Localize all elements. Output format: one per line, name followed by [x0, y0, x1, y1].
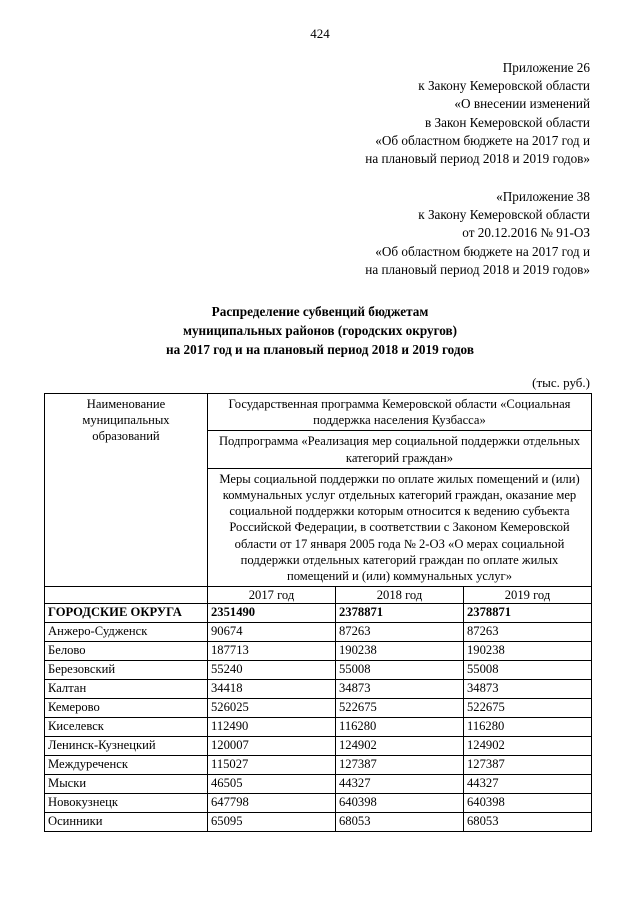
value-2018-cell: 44327	[336, 775, 464, 794]
annex-original-line: «Об областном бюджете на 2017 год и	[375, 243, 590, 259]
value-2018-cell: 190238	[336, 642, 464, 661]
value-2019-cell: 87263	[464, 623, 592, 642]
table-row-total	[45, 604, 592, 623]
table-row	[45, 623, 592, 642]
value-2019-cell: 116280	[464, 718, 592, 737]
table-row	[45, 737, 592, 756]
table-row	[45, 718, 592, 737]
annex-current-line: в Закон Кемеровской области	[425, 114, 590, 130]
municipality-cell: Новокузнецк	[45, 794, 208, 813]
value-2018-cell: 522675	[336, 699, 464, 718]
table-row	[45, 756, 592, 775]
value-2017-cell: 647798	[208, 794, 336, 813]
annex-current-line: «О внесении изменений	[454, 96, 590, 112]
year-header-empty	[45, 587, 208, 604]
municipality-cell: Мыски	[45, 775, 208, 794]
value-2019-cell: 190238	[464, 642, 592, 661]
title-line: Распределение субвенций бюджетам	[211, 304, 429, 319]
value-2017-cell: 65095	[208, 813, 336, 832]
year-header-row	[45, 587, 592, 604]
table-body	[45, 604, 592, 832]
annex-current-line: на плановый период 2018 и 2019 годов»	[365, 151, 590, 167]
value-2019-cell: 68053	[464, 813, 592, 832]
municipality-cell: ГОРОДСКИЕ ОКРУГА	[45, 604, 208, 623]
municipality-cell: Кемерово	[45, 699, 208, 718]
annex-current-line: «Об областном бюджете на 2017 год и	[375, 132, 590, 148]
value-2019-cell: 522675	[464, 699, 592, 718]
subvention-table	[44, 393, 592, 832]
value-2017-cell: 2351490	[208, 604, 336, 623]
subprogram-header: Подпрограмма «Реализация мер социальной поддержки отдельных категорий граждан»	[208, 431, 592, 468]
value-2017-cell: 55240	[208, 661, 336, 680]
measure-header: Меры социальной поддержки по оплате жилых помещений и (или) коммунальных услуг отдельных категорий граждан, оказание мер социальной поддержки которым относится к ведению субъекта Российской Федерации, в соответствии с Законом Кемеровской области от 17 января 2005 года № 2-ОЗ «О мерах социальной поддержки отдельных категорий граждан по оплате жилых помещений и (или) коммунальных услуг»	[208, 468, 592, 586]
value-2017-cell: 90674	[208, 623, 336, 642]
value-2017-cell: 187713	[208, 642, 336, 661]
value-2018-cell: 87263	[336, 623, 464, 642]
name-column-header: Наименование муниципальных образований	[45, 394, 208, 587]
table-row	[45, 775, 592, 794]
value-2017-cell: 34418	[208, 680, 336, 699]
municipality-cell: Осинники	[45, 813, 208, 832]
value-2018-cell: 55008	[336, 661, 464, 680]
value-2018-cell: 34873	[336, 680, 464, 699]
value-2018-cell: 640398	[336, 794, 464, 813]
year-header-2017: 2017 год	[208, 587, 336, 604]
annex-original-line: «Приложение 38	[496, 189, 590, 204]
value-2019-cell: 44327	[464, 775, 592, 794]
value-2019-cell: 124902	[464, 737, 592, 756]
program-header: Государственная программа Кемеровской области «Социальная поддержка населения Кузбасса»	[208, 394, 592, 431]
value-2017-cell: 112490	[208, 718, 336, 737]
table-row	[45, 794, 592, 813]
value-2017-cell: 46505	[208, 775, 336, 794]
municipality-cell: Киселевск	[45, 718, 208, 737]
table-row	[45, 661, 592, 680]
annex-original-line: от 20.12.2016 № 91-ОЗ	[462, 225, 590, 241]
annex-current-line: к Закону Кемеровской области	[418, 78, 590, 94]
value-2018-cell: 68053	[336, 813, 464, 832]
unit-note: (тыс. руб.)	[532, 375, 590, 390]
municipality-cell: Березовский	[45, 661, 208, 680]
value-2018-cell: 127387	[336, 756, 464, 775]
table-row	[45, 699, 592, 718]
value-2019-cell: 34873	[464, 680, 592, 699]
value-2019-cell: 2378871	[464, 604, 592, 623]
year-header-2018: 2018 год	[336, 587, 464, 604]
year-header-2019: 2019 год	[464, 587, 592, 604]
municipality-cell: Междуреченск	[45, 756, 208, 775]
document-title	[0, 302, 640, 359]
annex-current-reference	[365, 59, 590, 168]
value-2019-cell: 127387	[464, 756, 592, 775]
table-row	[45, 642, 592, 661]
annex-original-line: на плановый период 2018 и 2019 годов»	[365, 261, 590, 277]
municipality-cell: Калтан	[45, 680, 208, 699]
page-number: 424	[310, 26, 330, 41]
title-line: на 2017 год и на плановый период 2018 и 2019 годов	[166, 342, 474, 357]
value-2017-cell: 526025	[208, 699, 336, 718]
value-2019-cell: 640398	[464, 794, 592, 813]
table-row	[45, 813, 592, 832]
annex-current-line: Приложение 26	[502, 60, 590, 75]
title-line: муниципальных районов (городских округов)	[182, 323, 458, 338]
annex-original-line: к Закону Кемеровской области	[418, 207, 590, 223]
value-2017-cell: 115027	[208, 756, 336, 775]
value-2018-cell: 116280	[336, 718, 464, 737]
municipality-cell: Ленинск-Кузнецкий	[45, 737, 208, 756]
municipality-cell: Анжеро-Судженск	[45, 623, 208, 642]
table-row	[45, 680, 592, 699]
annex-original-reference	[365, 188, 590, 279]
municipality-cell: Белово	[45, 642, 208, 661]
value-2019-cell: 55008	[464, 661, 592, 680]
value-2018-cell: 2378871	[336, 604, 464, 623]
value-2017-cell: 120007	[208, 737, 336, 756]
value-2018-cell: 124902	[336, 737, 464, 756]
